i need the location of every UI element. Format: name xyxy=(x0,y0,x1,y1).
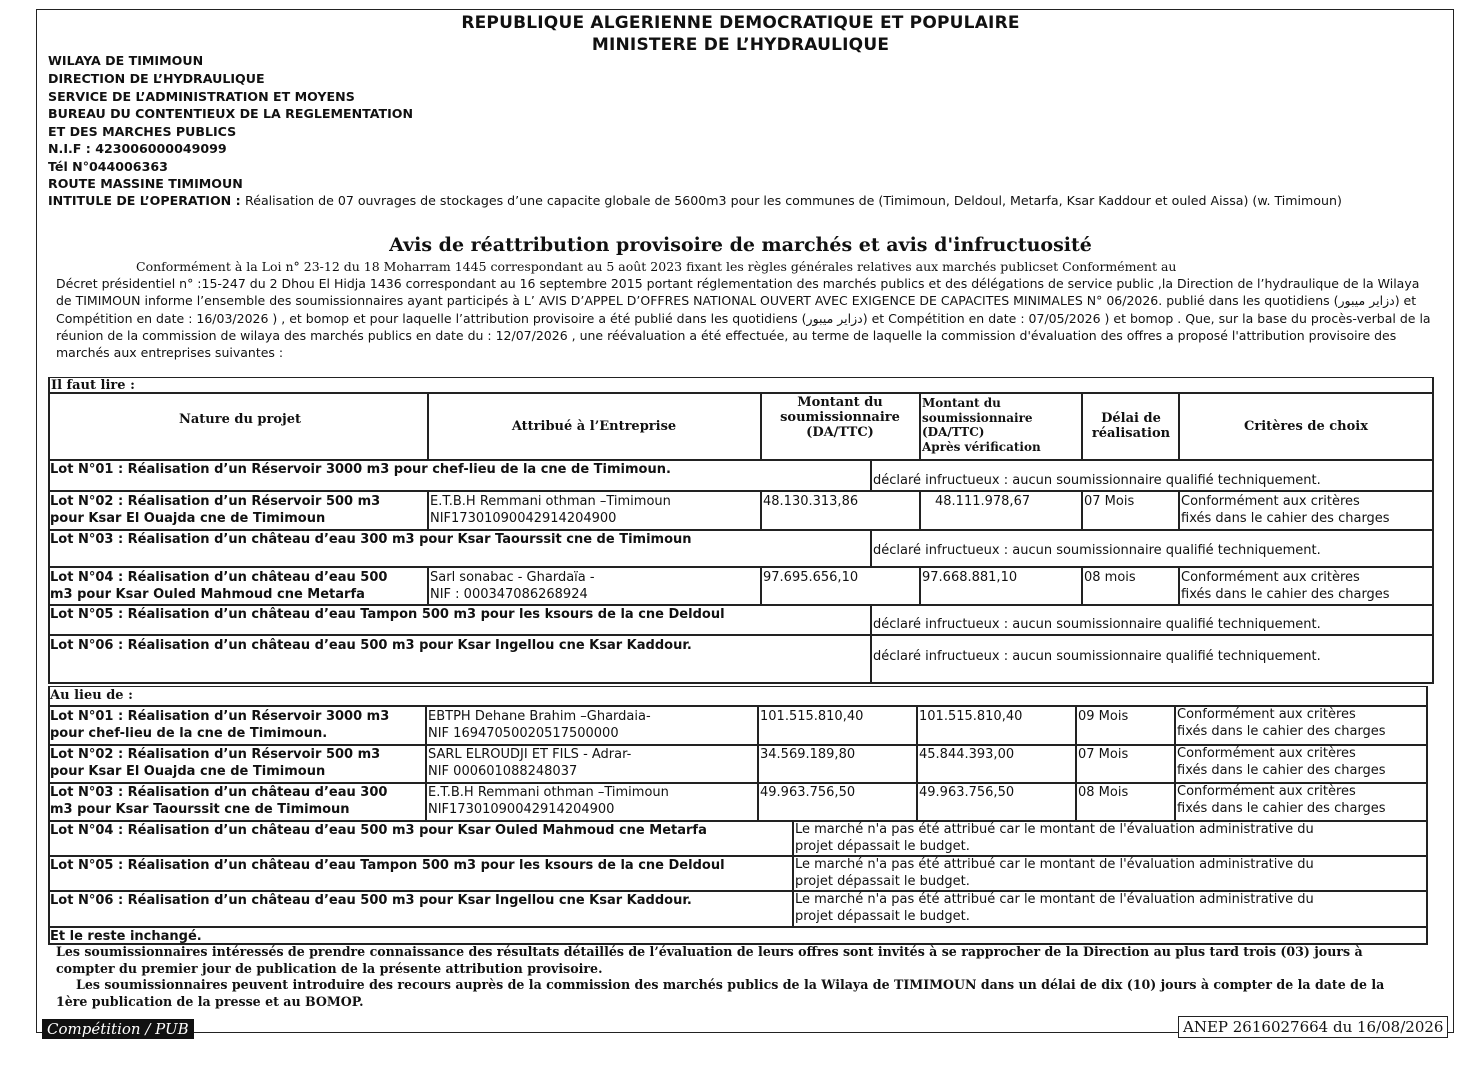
col-header-criteres: Critères de choix xyxy=(1244,419,1368,434)
s2-lot2-criteres: Conformément aux critères fixés dans le cahier des charges xyxy=(1177,746,1386,778)
s2-lot4-nature: Lot N°04 : Réalisation d’un château d’eau 500 m3 pour Ksar Ouled Mahmoud cne Metarfa xyxy=(50,823,707,838)
header-ministry: MINISTERE DE L’HYDRAULIQUE xyxy=(591,35,890,55)
s2-lot6-nature: Lot N°06 : Réalisation d’un château d’eau 500 m3 pour Ksar Ingellou cne Ksar Kaddour. xyxy=(50,893,692,908)
col-header-montant: Montant du soumissionnaire (DA/TTC) xyxy=(780,395,900,440)
s1-lot2-delai: 07 Mois xyxy=(1084,494,1135,509)
s2-lot1-delai: 09 Mois xyxy=(1078,709,1129,724)
s2-lot2-delai: 07 Mois xyxy=(1078,747,1129,762)
s2-lot1-criteres: Conformément aux critères fixés dans le cahier des charges xyxy=(1177,707,1386,739)
s1-lot4-nature: Lot N°04 : Réalisation d’un château d’eau 500 m3 pour Ksar Ouled Mahmoud cne Metarfa xyxy=(50,570,388,602)
s1-lot5-status: déclaré infructueux : aucun soumissionnaire qualifié techniquement. xyxy=(873,617,1321,632)
anep-reference: ANEP 2616027664 du 16/08/2026 xyxy=(1178,1016,1448,1038)
col-header-delai: Délai de réalisation xyxy=(1091,411,1171,441)
s2-lot2-montant-verifie: 45.844.393,00 xyxy=(919,747,1015,762)
s2-lot1-nature: Lot N°01 : Réalisation d’un Réservoir 3000 m3 pour chef-lieu de la cne de Timimoun. xyxy=(50,709,390,741)
issuer-bureau: BUREAU DU CONTENTIEUX DE LA REGLEMENTATION xyxy=(48,106,414,121)
s2-lot5-nature: Lot N°05 : Réalisation d’un château d’eau Tampon 500 m3 pour les ksours de la cne Deldoul xyxy=(50,858,725,873)
footer-paragraph-1: Les soumissionnaires intéressés de prendre connaissance des résultats détaillés de l’évaluation de leurs offres sont invités à se rapprocher de la Direction au plus tard trois (03) jours à compter du premier jour de publication de la présente attribution provisoire. xyxy=(56,944,1363,976)
s1-lot2-criteres: Conformément aux critères fixés dans le cahier des charges xyxy=(1181,494,1390,526)
s2-lot3-entreprise: E.T.B.H Remmani othman –Timimoun NIF17301090042914204900 xyxy=(428,785,669,817)
section-label-au-lieu-de: Au lieu de : xyxy=(50,688,133,703)
issuer-address: ROUTE MASSINE TIMIMOUN xyxy=(48,176,243,191)
footer-paragraph-2: Les soumissionnaires peuvent introduire des recours auprès de la commission des marchés publics de la Wilaya de TIMIMOUN dans un délai de dix (10) jours à compter de la date de la 1ère publication de la presse et au BOMOP. xyxy=(56,977,1385,1009)
s2-lot3-montant: 49.963.756,50 xyxy=(760,785,856,800)
s1-lot3-nature: Lot N°03 : Réalisation d’un château d’eau 300 m3 pour Ksar Taourssit cne de Timimoun xyxy=(50,532,692,547)
issuer-wilaya: WILAYA DE TIMIMOUN xyxy=(48,53,204,68)
s2-lot3-delai: 08 Mois xyxy=(1078,785,1129,800)
col-header-entreprise: Attribué à l’Entreprise xyxy=(511,419,677,434)
issuer-nif: N.I.F : 423006000049099 xyxy=(48,141,227,156)
s2-lot1-montant-verifie: 101.515.810,40 xyxy=(919,709,1023,724)
s2-lot2-nature: Lot N°02 : Réalisation d’un Réservoir 500 m3 pour Ksar El Ouajda cne de Timimoun xyxy=(50,747,381,779)
notice-title: Avis de réattribution provisoire de marchés et avis d'infructuosité xyxy=(389,234,1092,256)
s2-lot1-entreprise: EBTPH Dehane Brahim –Ghardaia- NIF 16947050020517500000 xyxy=(428,709,651,741)
col-header-nature: Nature du projet xyxy=(178,412,302,427)
s2-lot5-status: Le marché n'a pas été attribué car le montant de l'évaluation administrative du projet dépassait le budget. xyxy=(795,857,1314,889)
s2-lot2-entreprise: SARL ELROUDJI ET FILS - Adrar- NIF 000601088248037 xyxy=(428,747,632,779)
issuer-direction: DIRECTION DE L’HYDRAULIQUE xyxy=(48,71,265,86)
s2-lot3-montant-verifie: 49.963.756,50 xyxy=(919,785,1015,800)
s1-lot2-nature: Lot N°02 : Réalisation d’un Réservoir 500 m3 pour Ksar El Ouajda cne de Timimoun xyxy=(50,494,381,526)
s1-lot3-status: déclaré infructueux : aucun soumissionnaire qualifié techniquement. xyxy=(873,543,1321,558)
s1-lot4-montant: 97.695.656,10 xyxy=(763,570,859,585)
s1-lot5-nature: Lot N°05 : Réalisation d’un château d’eau Tampon 500 m3 pour les ksours de la cne Deldoul xyxy=(50,607,725,622)
s2-lot3-criteres: Conformément aux critères fixés dans le cahier des charges xyxy=(1177,784,1386,816)
header-republic: REPUBLIQUE ALGERIENNE DEMOCRATIQUE ET POPULAIRE xyxy=(461,13,1020,33)
s1-lot1-status: déclaré infructueux : aucun soumissionnaire qualifié techniquement. xyxy=(873,473,1321,488)
operation-title: INTITULE DE L’OPERATION : Réalisation de 07 ouvrages de stockages d’une capacite globale de 5600m3 pour les communes de (Timimoun, Deldoul, Metarfa, Ksar Kaddour et ouled Aissa) (w. Timimoun) xyxy=(48,193,1342,208)
s1-lot4-montant-verifie: 97.668.881,10 xyxy=(922,570,1018,585)
col-header-montant-verifie: Montant du soumissionnaire (DA/TTC) Après vérification xyxy=(922,396,1041,454)
s1-lot4-delai: 08 mois xyxy=(1084,570,1136,585)
s1-lot2-montant: 48.130.313,86 xyxy=(763,494,859,509)
reste-inchange: Et le reste inchangé. xyxy=(50,929,202,944)
s1-lot6-status: déclaré infructueux : aucun soumissionnaire qualifié techniquement. xyxy=(873,649,1321,664)
s1-lot6-nature: Lot N°06 : Réalisation d’un château d’eau 500 m3 pour Ksar Ingellou cne Ksar Kaddour. xyxy=(50,638,692,653)
s1-lot4-entreprise: Sarl sonabac - Ghardaïa - NIF : 000347086268924 xyxy=(430,570,595,602)
section-label-il-faut-lire: Il faut lire : xyxy=(51,378,135,393)
s1-lot2-entreprise: E.T.B.H Remmani othman –Timimoun NIF17301090042914204900 xyxy=(430,494,671,526)
issuer-tel: Tél N°044006363 xyxy=(48,159,168,174)
publication-tag: Compétition / PUB xyxy=(42,1019,194,1039)
s2-lot6-status: Le marché n'a pas été attribué car le montant de l'évaluation administrative du projet dépassait le budget. xyxy=(795,892,1314,924)
s1-lot2-montant-verifie: 48.111.978,67 xyxy=(935,494,1031,509)
s2-lot4-status: Le marché n'a pas été attribué car le montant de l'évaluation administrative du projet dépassait le budget. xyxy=(795,822,1314,854)
issuer-bureau-2: ET DES MARCHES PUBLICS xyxy=(48,124,237,139)
issuer-service: SERVICE DE L’ADMINISTRATION ET MOYENS xyxy=(48,89,355,104)
s2-lot1-montant: 101.515.810,40 xyxy=(760,709,864,724)
intro-paragraph: Conformément à la Loi n° 23-12 du 18 Moharram 1445 correspondant au 5 août 2023 fixant les règles générales relatives aux marchés publicset Conformément au Décret présidentiel n° :15-247 du 2 Dhou El Hidja 1436 correspondant au 16 septembre 2015 portant réglementation des marchés publics et des délégations de service public ,la Direction de l’hydraulique de la Wilaya de TIMIMOUN informe l’ensemble des soumissionnaires ayant participés à L’ AVIS D’APPEL D’OFFRES NATIONAL OUVERT AVEC EXIGENCE DE CAPACITES MINIMALES N° 06/2026. publié dans les quotidiens (دزاير ميبور) et Compétition en date : 16/03/2026 ) , et bomop et pour laquelle l’attribution provisoire a été publié dans les quotidiens (دزاير ميبور) et Compétition en date : 07/05/2026 ) et bomop . Que, sur la base du procès-verbal de la réunion de la commission de wilaya des marchés publics en date du : 12/07/2026 , une réévaluation a été effectuée, au terme de laquelle la commission d'évaluation des offres a proposé l'attribution provisoire des marchés aux entreprises suivantes : xyxy=(56,259,1431,361)
s2-lot2-montant: 34.569.189,80 xyxy=(760,747,856,762)
s2-lot3-nature: Lot N°03 : Réalisation d’un château d’eau 300 m3 pour Ksar Taourssit cne de Timimoun xyxy=(50,785,388,817)
s1-lot1-nature: Lot N°01 : Réalisation d’un Réservoir 3000 m3 pour chef-lieu de la cne de Timimoun. xyxy=(50,462,671,477)
s1-lot4-criteres: Conformément aux critères fixés dans le cahier des charges xyxy=(1181,570,1390,602)
